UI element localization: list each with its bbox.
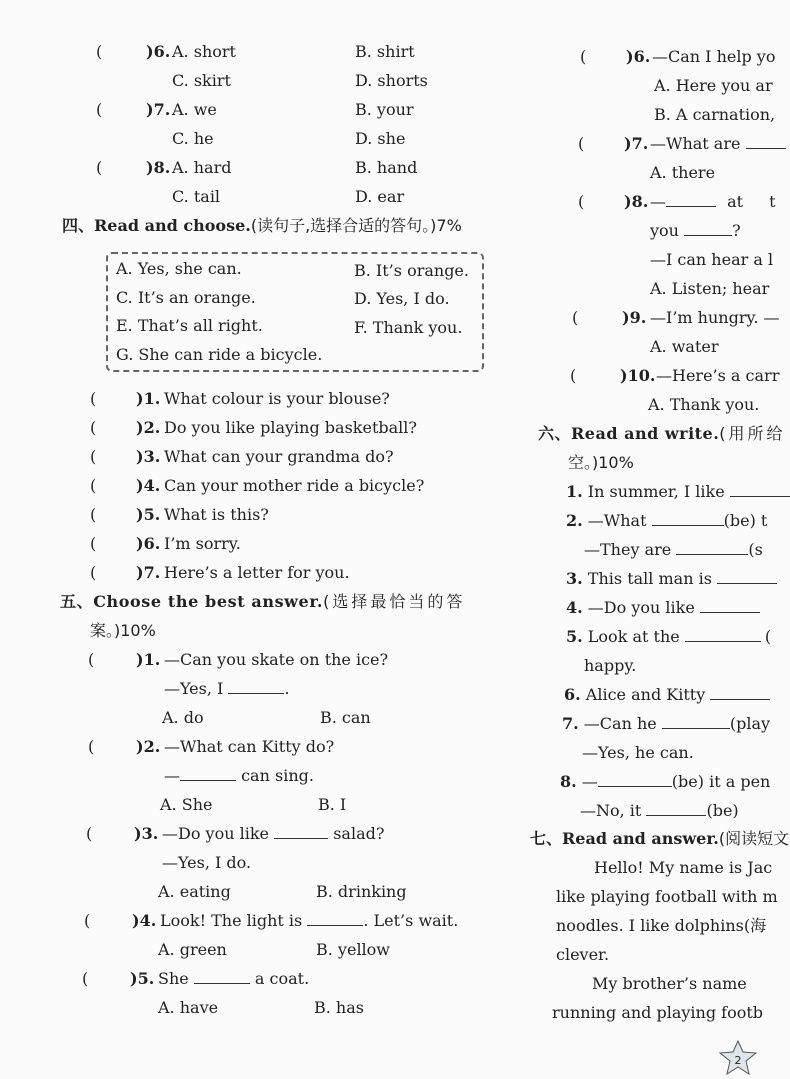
option-b: B. I [318,795,347,814]
fill-blank[interactable] [194,969,250,984]
question-text: Here’s a letter for you. [164,563,350,582]
fill-item-5: 5. Look at the ( [566,627,772,646]
option-b: B. hand [355,158,418,177]
fill-item-7-reply: —Yes, he can. [582,743,694,762]
answer-paren[interactable]: ( [88,737,95,756]
answer-paren[interactable]: ( [580,47,587,66]
option-b: B. drinking [316,882,407,901]
option-b: B. A carnation, [654,105,776,124]
question-number: )5. [130,969,155,988]
fill-blank[interactable] [746,134,786,149]
option-b: B. shirt [355,42,415,61]
option-e: E. That’s all right. [116,316,263,335]
fill-blank[interactable] [684,221,732,236]
question-text: Look! The light is . Let’s wait. [160,911,459,930]
answer-paren[interactable]: ( [578,134,585,153]
answer-paren[interactable]: ( [90,476,97,495]
fill-blank[interactable] [730,482,790,497]
option-a: A. Thank you. [648,395,760,414]
option-a: A. Yes, she can. [116,259,242,278]
section4-title: 四、Read and choose. [62,216,251,235]
fill-item-5-cont: happy. [584,656,637,675]
option-a: A. Listen; hear [650,279,770,298]
question-text: —Can you skate on the ice? [164,650,389,669]
answer-paren[interactable]: ( [90,534,97,553]
fill-blank[interactable] [685,627,761,642]
question-number: )7. [136,563,161,582]
question-number: )5. [136,505,161,524]
fill-item-3: 3. This tall man is [566,569,777,589]
question-text: —Here’s a carr [656,366,780,385]
question-text: —Do you like salad? [162,824,385,843]
option-a: A. we [172,100,217,119]
option-d: D. shorts [355,71,428,90]
question-number: )8. [624,192,649,211]
fill-item-2-reply: —They are (s [584,540,763,559]
question-number: )6. [136,534,161,553]
fill-item-8-reply: —No, it (be) [580,801,739,820]
paren: ( [96,158,103,177]
answer-paren[interactable]: ( [86,824,93,843]
option-b: B. has [314,998,364,1017]
question-text: — at t [650,192,776,211]
question-number: )9. [622,308,647,327]
option-d: D. Yes, I do. [354,289,450,308]
option-a: A. short [172,42,236,61]
option-d: D. ear [355,187,405,206]
option-a: A. She [160,795,213,814]
section6-heading [538,424,786,444]
section6-title: 六、Read and write. [538,424,720,443]
question-text: —What are [650,134,786,154]
question-number: )7. [146,100,171,119]
question-text: —Can I help yo [652,47,776,66]
question-line2: you ? [650,221,741,240]
option-a: A. hard [172,158,232,177]
fill-blank[interactable] [700,598,760,613]
fill-item-1: 1. In summer, I like [566,482,790,502]
option-f: F. Thank you. [354,318,463,337]
question-text: Can your mother ride a bicycle? [164,476,425,495]
option-b: B. can [320,708,371,727]
fill-blank[interactable] [228,679,284,694]
question-number: )8. [146,158,171,177]
question-text: What is this? [164,505,269,524]
question-text: I’m sorry. [164,534,241,553]
section4-instruction: (读句子,选择合适的答句。)7% [250,216,462,235]
fill-item-8: 8. — (be) it a pen [560,772,771,791]
option-b: B. your [355,100,414,119]
question-line3: —I can hear a l [650,250,774,269]
question-number: )6. [626,47,651,66]
fill-blank[interactable] [652,511,724,526]
section5-instruction-cont: 案。)10% [90,621,156,640]
section4-heading [62,216,462,236]
option-a: A. eating [158,882,231,901]
option-g: G. She can ride a bicycle. [116,345,323,364]
page-number: 2 [734,1054,742,1067]
answer-paren[interactable]: ( [90,505,97,524]
option-c: C. skirt [172,71,231,90]
page-number-star-icon [718,1040,758,1076]
passage-line: like playing football with m [556,887,778,906]
question-number: )6. [146,42,171,61]
question-number: )4. [136,476,161,495]
answer-paren[interactable]: ( [572,308,579,327]
section6-instruction: (用所给 [719,424,786,443]
question-number: )4. [132,911,157,930]
question-text: —I’m hungry. — [650,308,780,327]
answer-paren[interactable]: ( [82,969,89,988]
question-line2: —Yes, I . [164,679,290,698]
answer-paren[interactable]: ( [84,911,91,930]
question-number: )1. [136,389,161,408]
fill-blank[interactable] [307,911,363,926]
passage-line: running and playing footb [552,1003,764,1022]
question-number: )1. [136,650,161,669]
section7-title: 七、Read and answer. [530,829,719,848]
question-number: )7. [624,134,649,153]
option-a: A. water [650,337,719,356]
fill-item-2: 2. —What (be) t [566,511,768,530]
option-a: A. Here you ar [654,76,773,95]
question-number: )10. [620,366,656,385]
option-c: C. he [172,129,214,148]
question-number: )2. [136,737,161,756]
passage-line: Hello! My name is Jac [594,858,773,877]
option-a: A. green [158,940,227,959]
fill-blank[interactable] [717,569,777,584]
question-text: Do you like playing basketball? [164,418,417,437]
fill-blank[interactable] [666,192,716,207]
fill-blank[interactable] [274,824,328,839]
fill-blank[interactable] [710,685,770,700]
option-a: A. have [158,998,219,1017]
passage-line: noodles. I like dolphins(海 [556,916,767,935]
fill-blank[interactable] [676,540,748,555]
passage-line: clever. [556,945,610,964]
passage-line: My brother’s name [592,974,747,993]
fill-item-6: 6. Alice and Kitty [564,685,770,705]
paren: ( [96,42,103,61]
fill-item-4: 4. —Do you like [566,598,760,618]
option-c: C. tail [172,187,221,206]
question-text: —What can Kitty do? [164,737,335,756]
question-number: )2. [136,418,161,437]
section7-heading [530,829,789,849]
question-line2: — can sing. [164,766,314,785]
question-number: )3. [136,447,161,466]
option-b: B. It’s orange. [354,261,469,280]
question-line2: —Yes, I do. [162,853,252,872]
answer-paren[interactable]: ( [90,418,97,437]
option-d: D. she [355,129,406,148]
option-a: A. there [650,163,716,182]
fill-blank[interactable] [598,772,672,787]
answer-paren[interactable]: ( [578,192,585,211]
question-text: What colour is your blouse? [164,389,390,408]
question-text: What can your grandma do? [164,447,394,466]
option-a: A. do [162,708,204,727]
fill-blank[interactable] [180,766,236,781]
paren: ( [96,100,103,119]
fill-blank[interactable] [646,801,706,816]
section5-heading [60,592,465,612]
section6-instruction-cont: 空。)10% [568,453,634,472]
section7-instruction: (阅读短文 [718,829,790,848]
question-number: )3. [134,824,159,843]
answer-paren[interactable]: ( [90,447,97,466]
answer-paren[interactable]: ( [570,366,577,385]
section5-title: 五、Choose the best answer. [60,592,324,611]
option-b: B. yellow [316,940,390,959]
section5-instruction: (选择最恰当的答 [323,592,466,611]
fill-item-7: 7. —Can he (play [562,714,771,733]
question-text: She a coat. [158,969,310,988]
answer-paren[interactable]: ( [90,563,97,582]
fill-blank[interactable] [662,714,730,729]
answer-paren[interactable]: ( [88,650,95,669]
answer-paren[interactable]: ( [90,389,97,408]
option-c: C. It’s an orange. [116,288,256,307]
